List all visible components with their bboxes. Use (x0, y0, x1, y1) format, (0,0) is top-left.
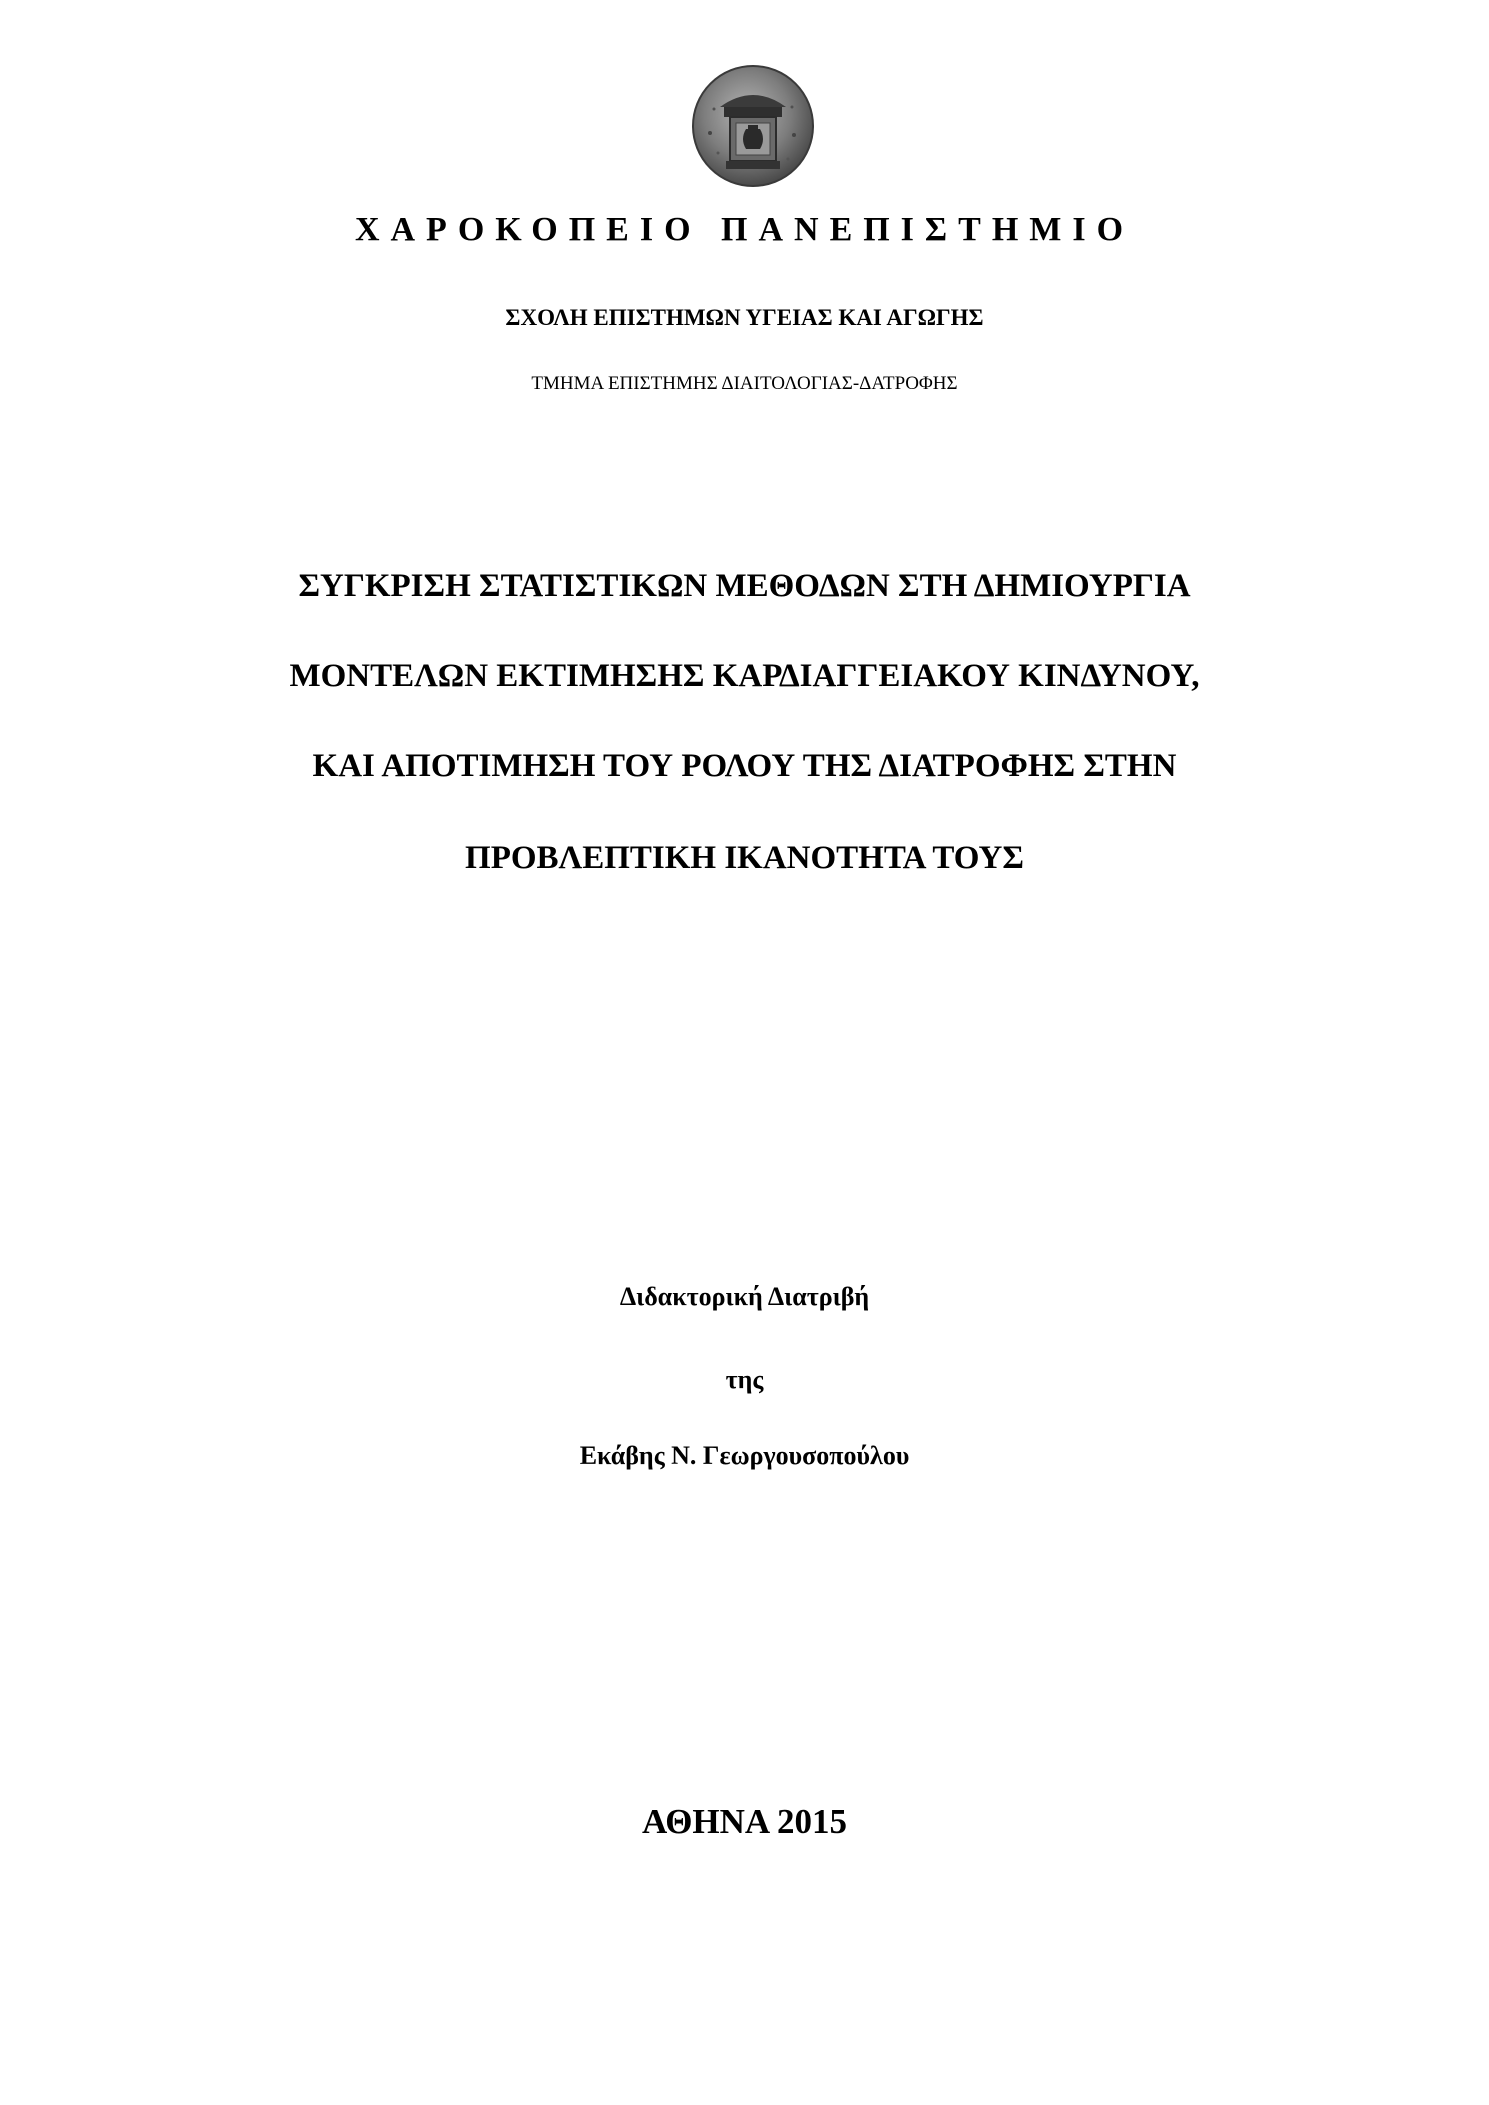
thesis-title-line-1: ΣΥΓΚΡΙΣΗ ΣΤΑΤΙΣΤΙΚΩΝ ΜΕΘΟΔΩΝ ΣΤΗ ΔΗΜΙΟΥΡΓΙΑ (298, 568, 1191, 604)
thesis-title-line-2: ΜΟΝΤΕΛΩΝ ΕΚΤΙΜΗΣΗΣ ΚΑΡΔΙΑΓΓΕΙΑΚΟΥ ΚΙΝΔΥΝΟΥ, (289, 658, 1200, 694)
thesis-type: Διδακτορική Διατριβή (619, 1282, 870, 1311)
author-name: Εκάβης Ν. Γεωργουσοπούλου (579, 1441, 910, 1470)
thesis-title-line-4: ΠΡΟΒΛΕΠΤΙΚΗ ΙΚΑΝΟΤΗΤΑ ΤΟΥΣ (465, 840, 1024, 876)
university-name: ΧΑΡΟΚΟΠΕΙΟ ΠΑΝΕΠΙΣΤΗΜΙΟ (354, 211, 1135, 248)
department-name: ΤΜΗΜΑ ΕΠΙΣΤΗΜΗΣ ΔΙΑΙΤΟΛΟΓΙΑΣ-ΔΑΤΡΟΦΗΣ (531, 373, 958, 394)
school-name: ΣΧΟΛΗ ΕΠΙΣΤΗΜΩΝ ΥΓΕΙΑΣ ΚΑΙ ΑΓΩΓΗΣ (505, 305, 984, 330)
thesis-of: της (725, 1365, 764, 1394)
thesis-title-line-3: ΚΑΙ ΑΠΟΤΙΜΗΣΗ ΤΟΥ ΡΟΛΟΥ ΤΗΣ ΔΙΑΤΡΟΦΗΣ ΣΤΗΝ (312, 748, 1177, 784)
university-seal-icon (690, 63, 816, 189)
place-year: ΑΘΗΝΑ 2015 (641, 1802, 848, 1841)
